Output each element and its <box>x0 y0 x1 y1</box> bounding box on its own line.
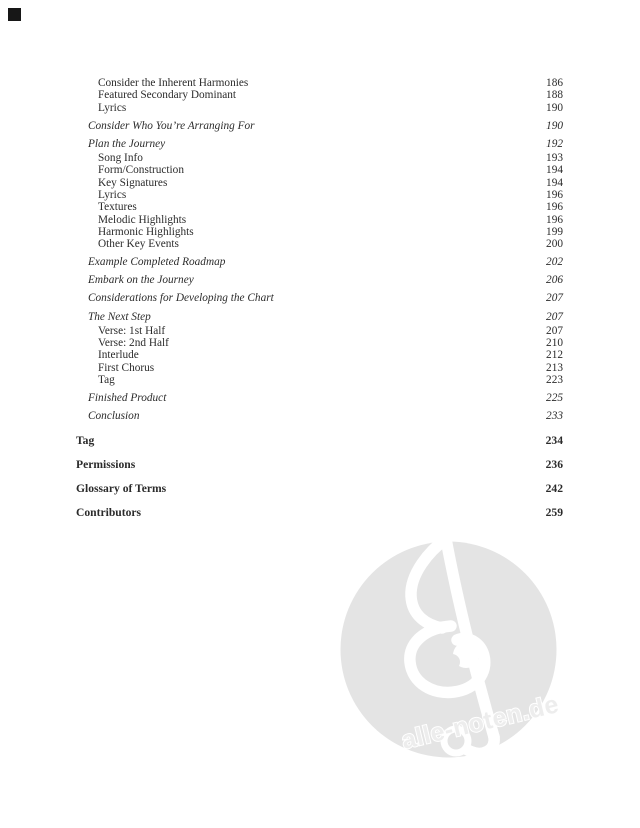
toc-row <box>0 177 640 189</box>
toc-row <box>0 292 640 304</box>
toc-entry-label: Song Info <box>98 152 143 165</box>
toc-entry-page: 190 <box>546 119 563 132</box>
toc-entry-page: 196 <box>546 213 563 226</box>
toc-row <box>0 274 640 286</box>
toc-entry-label: Lyrics <box>98 101 127 114</box>
toc-entry-page: 225 <box>546 392 563 405</box>
toc-entry-page: 234 <box>545 433 563 447</box>
corner-mark <box>8 8 21 21</box>
toc-row <box>0 102 640 114</box>
toc-entry-label: Textures <box>98 201 137 214</box>
watermark <box>330 525 575 770</box>
toc-row <box>0 226 640 238</box>
toc-row <box>0 201 640 213</box>
toc-entry-label: Contributors <box>76 506 142 520</box>
toc-entry-label: Consider the Inherent Harmonies <box>98 77 249 89</box>
toc-entry-page: 207 <box>546 292 563 305</box>
toc-row <box>0 483 640 495</box>
toc-entry-label: Other Key Events <box>98 238 179 251</box>
toc-row <box>0 77 640 89</box>
toc-entry-label: Embark on the Journey <box>88 274 194 287</box>
toc-entry-label: Form/Construction <box>98 164 184 177</box>
toc-row <box>0 164 640 176</box>
toc-entry-page: 233 <box>546 410 563 423</box>
toc-entry-label: Melodic Highlights <box>98 213 187 226</box>
toc-row <box>0 349 640 361</box>
toc-row <box>0 392 640 404</box>
toc-entry-page: 210 <box>546 337 563 350</box>
toc-row <box>0 374 640 386</box>
toc-row <box>0 152 640 164</box>
toc-row <box>0 238 640 250</box>
watermark-text: alle-noten.de <box>398 690 562 755</box>
table-of-contents <box>0 77 640 520</box>
toc-row <box>0 410 640 422</box>
toc-entry-page: 202 <box>546 256 563 269</box>
toc-entry-label: Key Signatures <box>98 176 168 189</box>
toc-entry-label: Glossary of Terms <box>76 482 167 496</box>
toc-entry-page: 223 <box>546 374 563 387</box>
toc-entry-label: Interlude <box>98 349 139 362</box>
toc-entry-label: Considerations for Developing the Chart <box>88 292 274 305</box>
toc-entry-page: 190 <box>546 101 563 114</box>
toc-entry-label: Lyrics <box>98 188 127 201</box>
toc-entry-page: 196 <box>546 188 563 201</box>
toc-entry-label: Consider Who You’re Arranging For <box>88 119 255 132</box>
toc-entry-page: 199 <box>546 225 563 238</box>
toc-entry-label: Harmonic Highlights <box>98 225 194 238</box>
toc-entry-label: First Chorus <box>98 361 155 374</box>
toc-row <box>0 337 640 349</box>
toc-entry-label: Verse: 1st Half <box>98 324 166 337</box>
toc-entry-label: Tag <box>98 374 115 387</box>
toc-entry-page: 194 <box>546 176 563 189</box>
toc-entry-page: 196 <box>546 201 563 214</box>
toc-entry-page: 200 <box>546 238 563 251</box>
toc-entry-page: 236 <box>545 457 563 471</box>
toc-entry-page: 213 <box>546 361 563 374</box>
toc-entry-label: Conclusion <box>88 410 140 423</box>
toc-row <box>0 362 640 374</box>
spiral-eye <box>444 654 460 670</box>
toc-entry-page: 186 <box>546 77 563 89</box>
toc-entry-page: 193 <box>546 152 563 165</box>
toc-row <box>0 189 640 201</box>
toc-entry-label: Tag <box>76 433 95 447</box>
toc-entry-page: 259 <box>545 506 563 520</box>
toc-entry-page: 206 <box>546 274 563 287</box>
toc-entry-label: Example Completed Roadmap <box>88 256 226 269</box>
toc-row <box>0 256 640 268</box>
toc-entry-page: 188 <box>546 89 563 102</box>
toc-row <box>0 120 640 132</box>
toc-row <box>0 435 640 447</box>
toc-row <box>0 311 640 323</box>
toc-entry-page: 212 <box>546 349 563 362</box>
toc-entry-page: 194 <box>546 164 563 177</box>
toc-entry-label: Finished Product <box>88 392 167 405</box>
toc-row <box>0 325 640 337</box>
toc-row <box>0 459 640 471</box>
toc-row <box>0 89 640 101</box>
watermark-graphic <box>330 525 575 770</box>
toc-entry-page: 207 <box>546 324 563 337</box>
toc-entry-label: The Next Step <box>88 310 151 323</box>
toc-row <box>0 507 640 519</box>
toc-entry-label: Plan the Journey <box>88 137 166 150</box>
toc-entry-page: 242 <box>545 482 563 496</box>
toc-entry-label: Featured Secondary Dominant <box>98 89 237 102</box>
toc-entry-page: 192 <box>546 137 563 150</box>
toc-entry-page: 207 <box>546 310 563 323</box>
toc-entry-label: Permissions <box>76 457 136 471</box>
toc-row <box>0 138 640 150</box>
toc-row <box>0 214 640 226</box>
toc-entry-label: Verse: 2nd Half <box>98 337 169 350</box>
